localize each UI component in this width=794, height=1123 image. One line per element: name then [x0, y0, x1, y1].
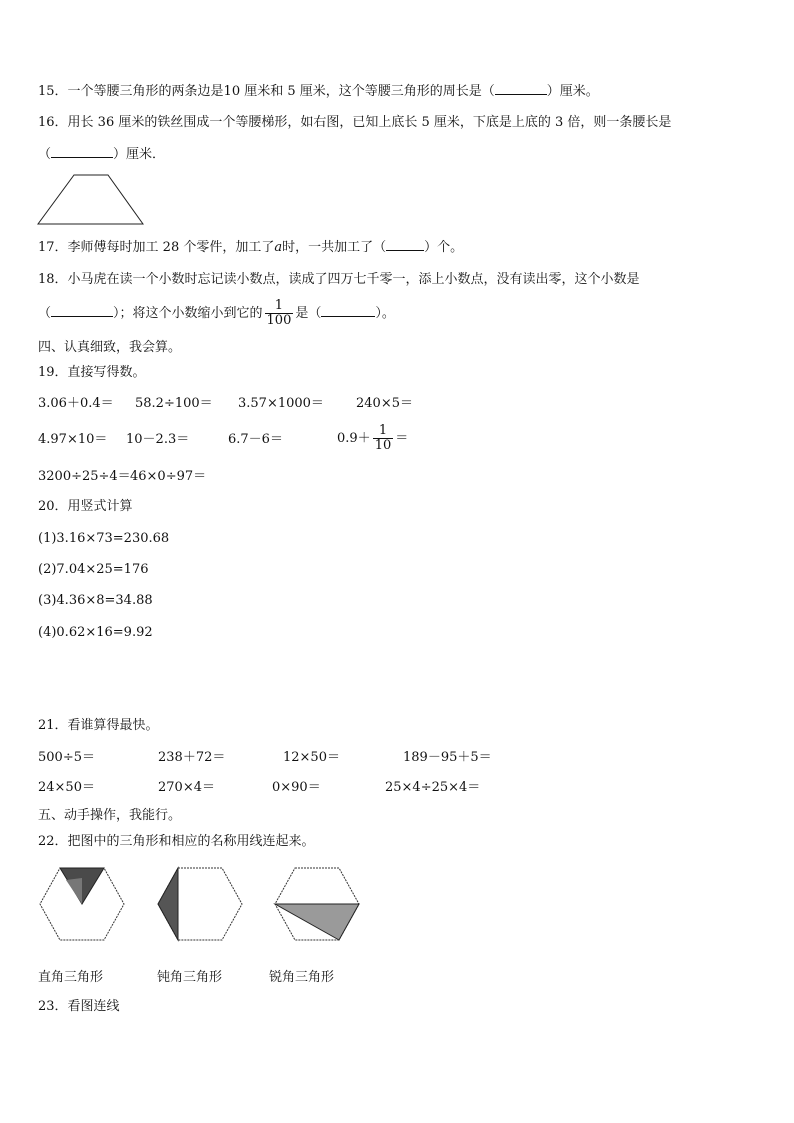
q19-item-10: 46×0÷97＝ [130, 469, 207, 484]
q19-item-4: 240×5＝ [356, 396, 413, 411]
question-18-line2 [38, 296, 395, 332]
label-right-triangle[interactable]: 直角三角形 [38, 970, 104, 985]
q20-item-2: (2)7.04×25=176 [38, 562, 149, 577]
q20-item-4: (4)0.62×16=9.92 [38, 625, 153, 640]
question-20-title: 20．用竖式计算 [38, 499, 133, 514]
q16-paren-open: （ [38, 147, 52, 162]
section-5-heading: 五、动手操作，我能行。 [38, 808, 182, 823]
question-18-line1: 18．小马虎在读一个小数时忘记读小数点，读成了四万七千零一，添上小数点，没有读出零，这个小数是 [38, 272, 640, 287]
q18-text-end: ）。 [375, 306, 395, 321]
question-22-title: 22．把图中的三角形和相应的名称用线连起来。 [38, 834, 315, 849]
q18-text-mid: ）；将这个小数缩小到它的 [113, 306, 263, 321]
q19-item-1: 3.06＋0.4＝ [38, 396, 114, 411]
q21-item-8: 25×4÷25×4＝ [385, 780, 481, 795]
trapezoid-figure [36, 172, 146, 228]
q17-text-end: ）个。 [424, 240, 464, 255]
q21-item-2: 238＋72＝ [158, 750, 226, 765]
question-16-line2 [38, 146, 165, 163]
q19-item-7: 6.7－6＝ [228, 432, 283, 447]
q18-paren-open: （ [38, 306, 52, 321]
question-16-line1: 16．用长 36 厘米的铁丝围成一个等腰梯形，如右图，已知上底长 5 厘米，下底是上底的 3 倍，则一条腰长是 [38, 115, 672, 130]
q21-item-3: 12×50＝ [283, 750, 340, 765]
q17-answer-blank[interactable] [386, 239, 424, 251]
q18-answer-blank-1[interactable] [51, 305, 113, 317]
q21-item-1: 500÷5＝ [38, 750, 95, 765]
hexagon-figure-3 [273, 864, 363, 944]
q19-item-9: 3200÷25÷4＝ [38, 469, 131, 484]
q16-answer-blank[interactable] [51, 146, 113, 158]
q21-item-5: 24×50＝ [38, 780, 95, 795]
question-17 [38, 239, 463, 256]
q21-item-4: 189－95＋5＝ [403, 750, 492, 765]
q16-text-end: ）厘米． [113, 147, 166, 162]
q15-text: 15．一个等腰三角形的两条边是10 厘米和 5 厘米，这个等腰三角形的周长是（ [38, 84, 495, 99]
q21-item-7: 0×90＝ [272, 780, 321, 795]
q17-text: 17．李师傅每时加工 28 个零件，加工了 [38, 240, 275, 255]
q20-item-1: (1)3.16×73=230.68 [38, 531, 170, 546]
obtuse-triangle-shape [158, 868, 178, 940]
q19-item-8: 0.9＋ $\frac{1}{10}$ ＝ [337, 423, 409, 453]
acute-triangle-shape [275, 904, 359, 940]
q19-item-5: 4.97×10＝ [38, 432, 108, 447]
q19-item-6: 10－2.3＝ [126, 432, 190, 447]
q21-item-6: 270×4＝ [158, 780, 215, 795]
question-19-title: 19．直接写得数。 [38, 365, 146, 380]
label-acute-triangle[interactable]: 锐角三角形 [269, 970, 335, 985]
q15-text-end: ）厘米。 [546, 84, 599, 99]
q19-item-3: 3.57×1000＝ [238, 396, 324, 411]
hexagon-figure-1 [38, 864, 128, 944]
q17-text-mid: 时，一共加工了（ [282, 240, 387, 255]
q18-answer-blank-2[interactable] [321, 305, 375, 317]
section-4-heading: 四、认真细致，我会算。 [38, 340, 182, 355]
q18-text-mid2: 是（ [295, 306, 322, 321]
hexagon-figure-2 [156, 864, 246, 944]
q19-item-2: 58.2÷100＝ [135, 396, 213, 411]
q20-item-3: (3)4.36×8=34.88 [38, 593, 153, 608]
q15-answer-blank[interactable] [495, 83, 547, 95]
question-21-title: 21．看谁算得最快。 [38, 718, 159, 733]
label-obtuse-triangle[interactable]: 钝角三角形 [157, 970, 223, 985]
question-15 [38, 83, 599, 100]
question-23-title: 23．看图连线 [38, 999, 120, 1014]
q17-variable: a [274, 240, 283, 255]
q18-fraction: $\frac{1}{100}$ [266, 298, 292, 328]
q19-fraction: $\frac{1}{10}$ [374, 423, 392, 453]
